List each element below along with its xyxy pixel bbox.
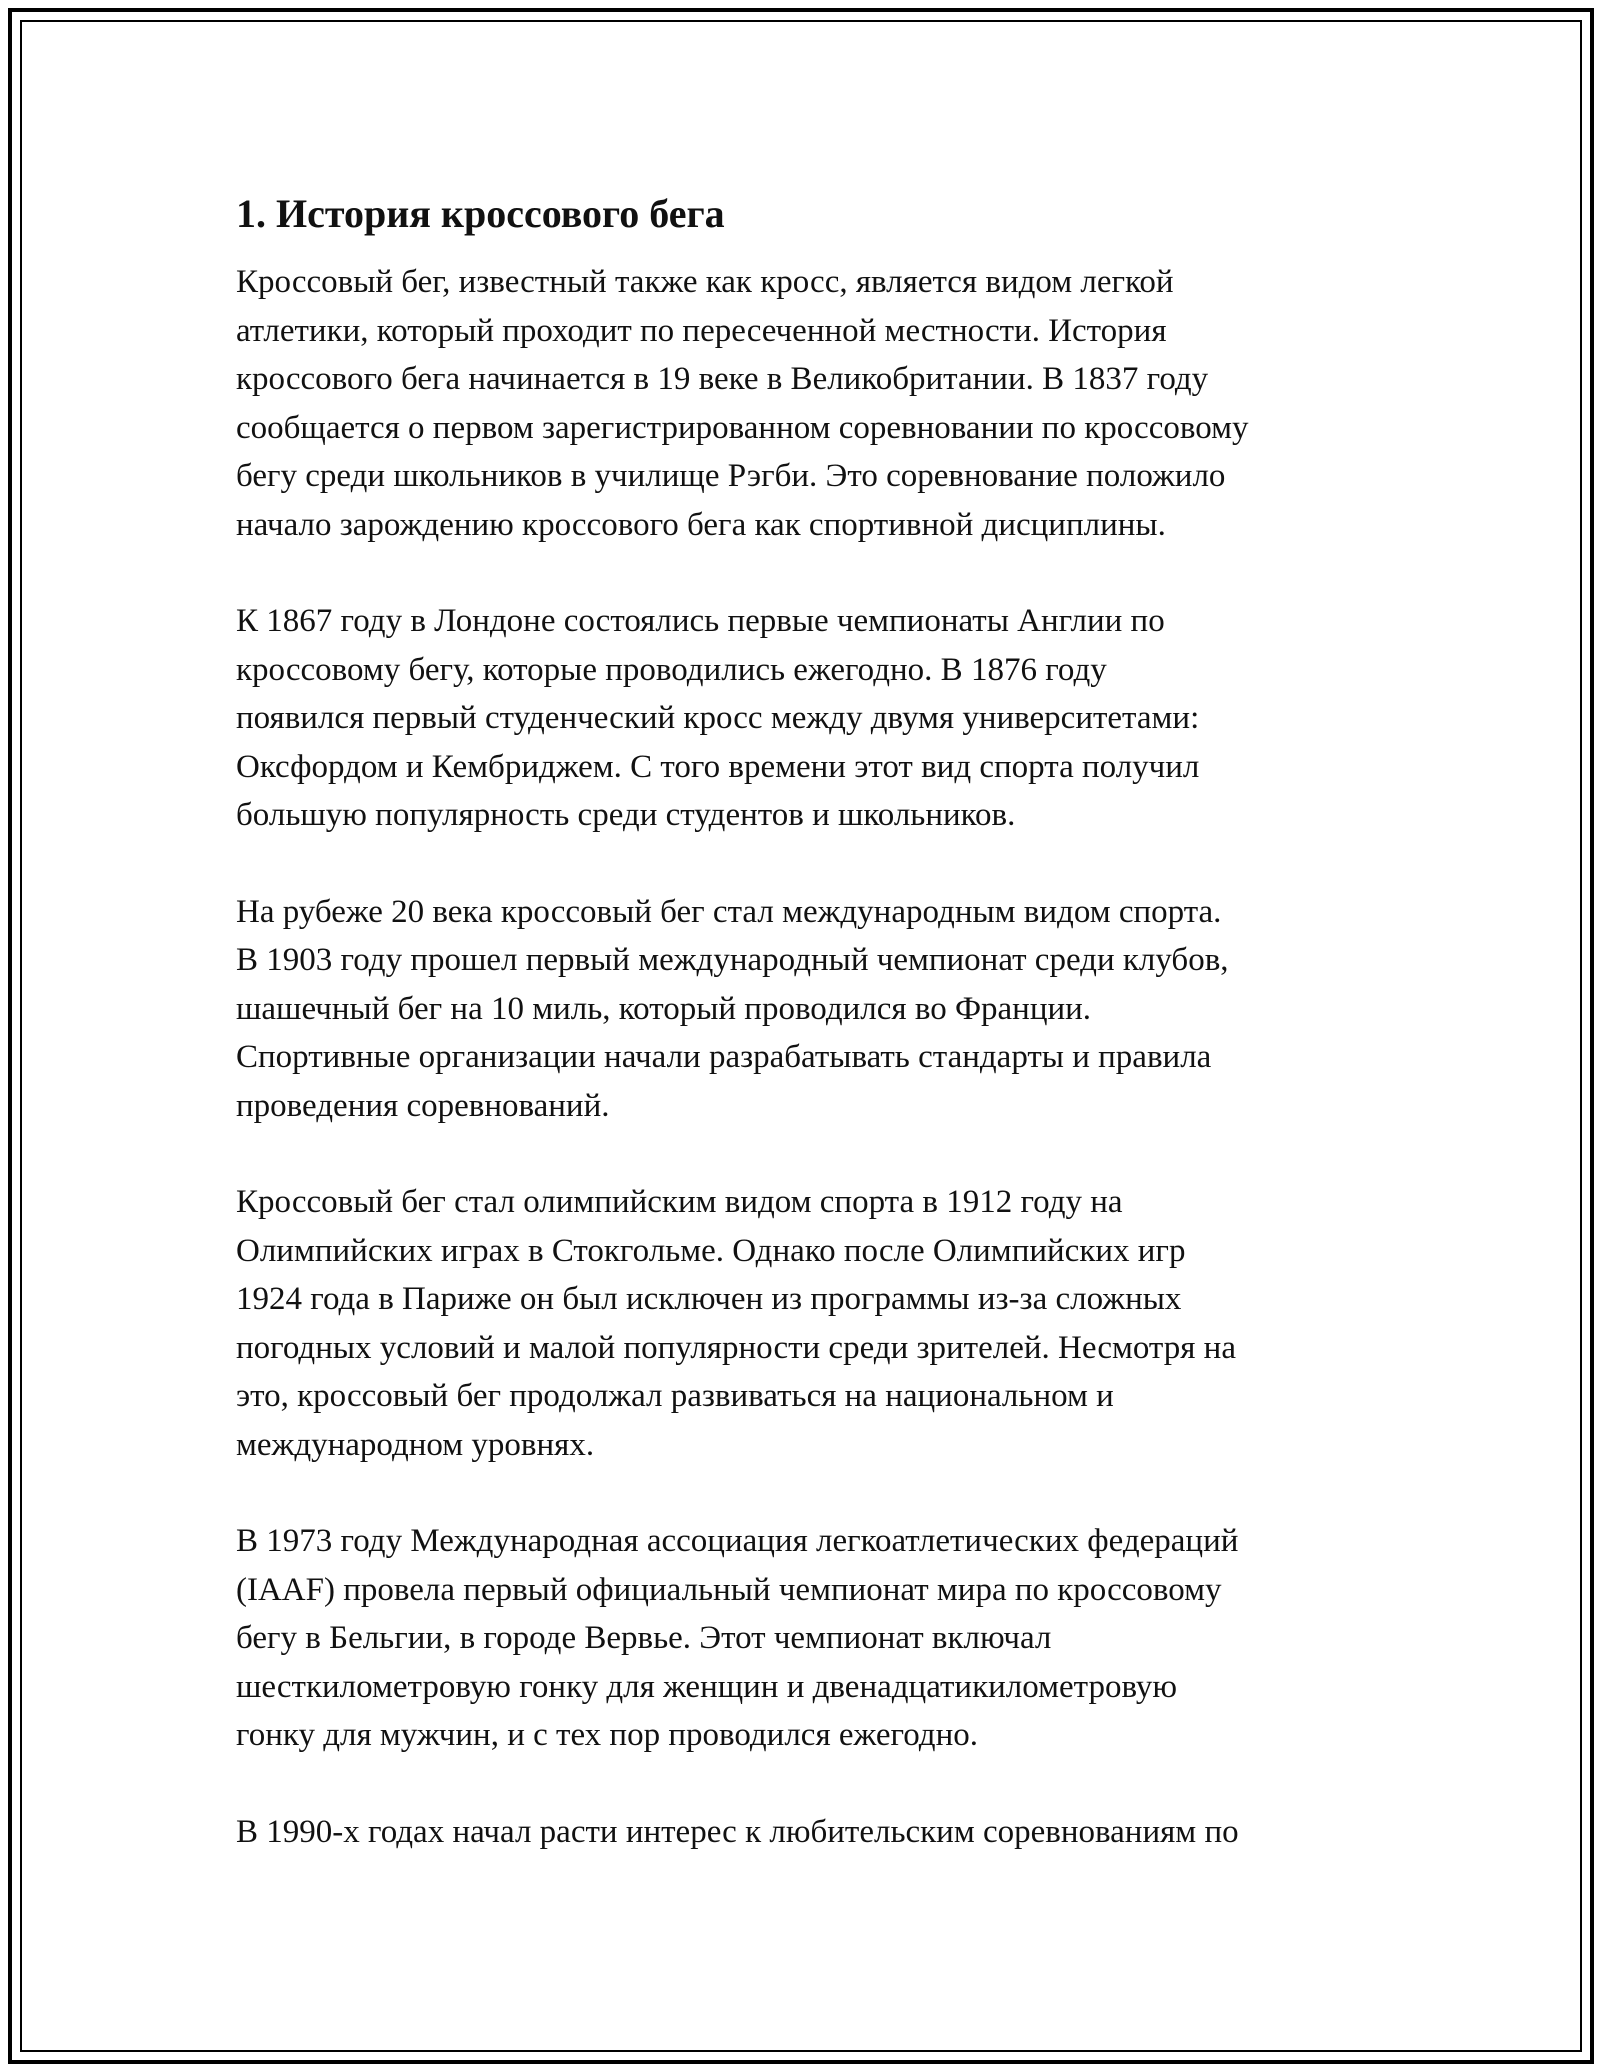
text-line: К 1867 году в Лондоне состоялись первые чемпионаты Англии по (236, 603, 1165, 639)
text-line: гонку для мужчин, и с тех пор проводился ежегодно. (236, 1717, 979, 1753)
text-line: кроссовому бегу, которые проводились ежегодно. В 1876 году (236, 651, 1107, 688)
section-heading: 1. История кроссового бега (236, 191, 725, 236)
text-line: международном уровнях. (236, 1426, 595, 1463)
text-line: погодных условий и малой популярности среди зрителей. Несмотря на (236, 1329, 1236, 1366)
text-line: На рубеже 20 века кроссовый бег стал международным видом спорта. (236, 893, 1222, 930)
paragraph-4 (236, 1178, 1376, 1469)
text-line: Кроссовый бег стал олимпийским видом спорта в 1912 году на (236, 1184, 1123, 1220)
text-line: начало зарождению кроссового бега как спортивной дисциплины. (236, 506, 1166, 543)
text-line: большую популярность среди студентов и школьников. (236, 797, 1016, 833)
text-line: В 1990-х годах начал расти интерес к любительским соревнованиям по (236, 1813, 1239, 1850)
text-line: появился первый студенческий кросс между двумя университетами: (236, 700, 1200, 736)
text-line: Кроссовый бег, известный также как кросс, является видом легкой (236, 264, 1174, 300)
text-line: кроссового бега начинается в 19 веке в Великобритании. В 1837 году (236, 361, 1209, 397)
paragraph-6 (236, 1808, 1376, 1857)
text-line: В 1903 году прошел первый международный чемпионат среди клубов, (236, 942, 1229, 978)
document-body (236, 188, 1376, 1904)
text-line: бегу среди школьников в училище Рэгби. Это соревнование положило (236, 458, 1226, 494)
text-line: это, кроссовый бег продолжал развиваться на национальном и (236, 1378, 1114, 1414)
text-line: Оксфордом и Кембриджем. С того времени этот вид спорта получил (236, 748, 1200, 785)
text-line: В 1973 году Международная ассоциация легкоатлетических федераций (236, 1523, 1239, 1559)
paragraph-2 (236, 597, 1376, 840)
text-line: Спортивные организации начали разрабатывать стандарты и правила (236, 1039, 1212, 1075)
text-line: (IAAF) провела первый официальный чемпионат мира по кроссовому (236, 1571, 1222, 1608)
text-line: проведения соревнований. (236, 1087, 610, 1124)
paragraph-5 (236, 1517, 1376, 1760)
text-line: 1924 года в Париже он был исключен из программы из-за сложных (236, 1281, 1182, 1317)
text-line: шесткилометровую гонку для женщин и двенадцатикилометровую (236, 1668, 1178, 1705)
paragraph-3 (236, 888, 1376, 1131)
text-line: атлетики, который проходит по пересеченной местности. История (236, 312, 1167, 349)
text-line: шашечный бег на 10 миль, который проводился во Франции. (236, 990, 1092, 1027)
text-line: сообщается о первом зарегистрированном соревновании по кроссовому (236, 409, 1249, 446)
text-line: Олимпийских играх в Стокгольме. Однако после Олимпийских игр (236, 1232, 1186, 1269)
text-line: бегу в Бельгии, в городе Вервье. Этот чемпионат включал (236, 1620, 1052, 1656)
paragraph-1 (236, 258, 1376, 549)
